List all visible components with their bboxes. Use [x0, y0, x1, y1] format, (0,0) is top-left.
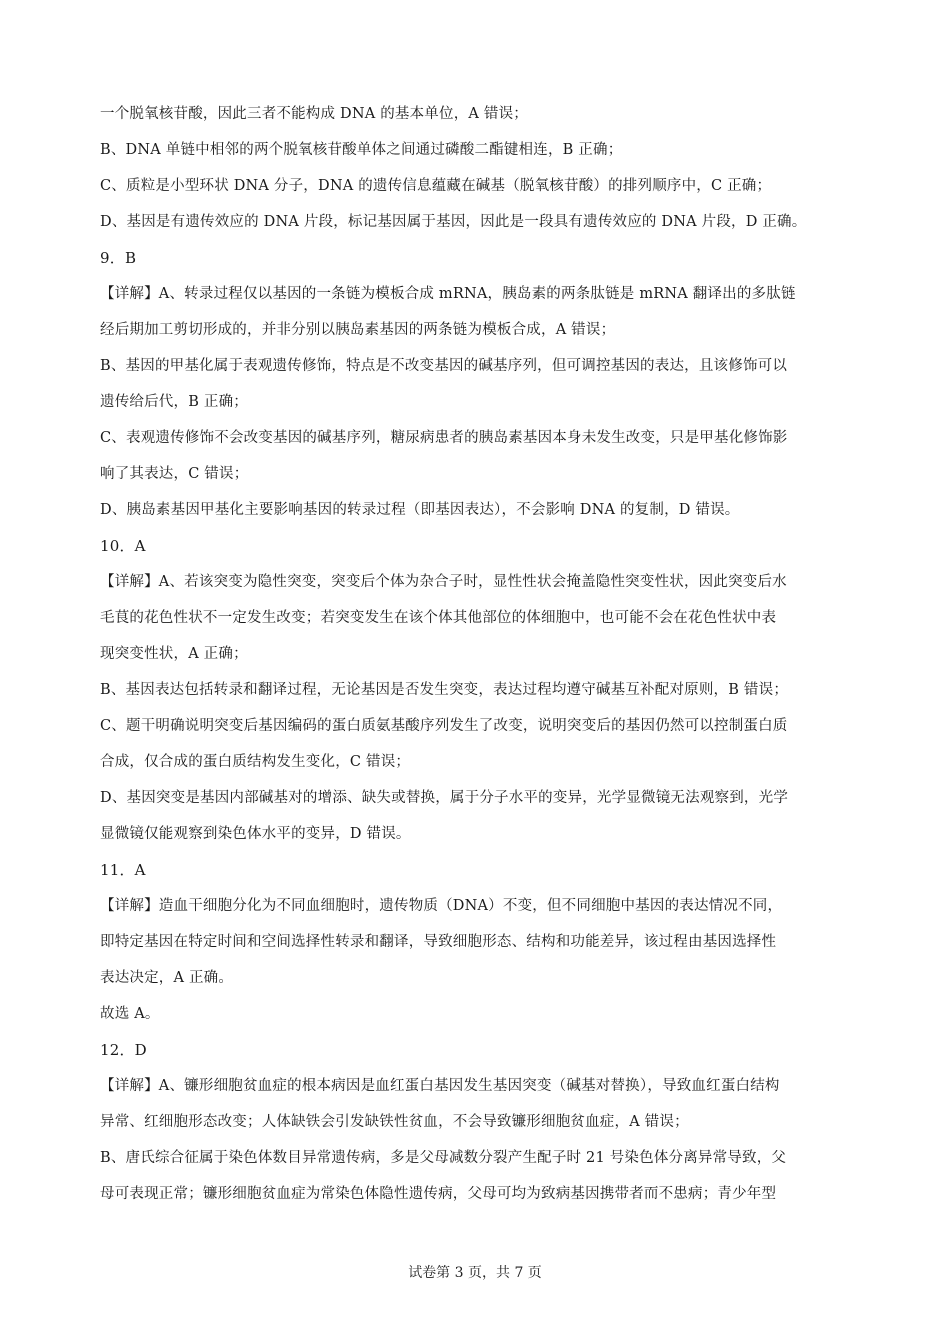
text-line: D、基因是有遗传效应的 DNA 片段，标记基因属于基因，因此是一段具有遗传效应的 DNA 片段，D 正确。 — [100, 214, 807, 230]
text-line: C、表观遗传修饰不会改变基因的碱基序列，糖尿病患者的胰岛素基因本身未发生改变，只是甲基化修饰影 — [100, 430, 788, 446]
text-line: D、基因突变是基因内部碱基对的增添、缺失或替换，属于分子水平的变异，光学显微镜无法观察到，光学 — [100, 790, 789, 806]
text-line: 【详解】A、镰形细胞贫血症的根本病因是血红蛋白基因发生基因突变（碱基对替换），导致血红蛋白结构 — [100, 1078, 780, 1094]
text-line: 故选 A。 — [100, 1006, 160, 1022]
text-line: 即特定基因在特定时间和空间选择性转录和翻译，导致细胞形态、结构和功能差异，该过程由基因选择性 — [100, 934, 777, 950]
text-line: 【详解】造血干细胞分化为不同血细胞时，遗传物质（DNA）不变，但不同细胞中基因的表达情况不同， — [100, 898, 783, 914]
text-line: 表达决定，A 正确。 — [100, 970, 234, 986]
text-line: B、基因表达包括转录和翻译过程，无论基因是否发生突变，表达过程均遵守碱基互补配对原则，B 错误； — [100, 682, 789, 698]
text-line: 显微镜仅能观察到染色体水平的变异，D 错误。 — [100, 826, 411, 842]
page-body — [100, 96, 860, 1212]
text-line: C、质粒是小型环状 DNA 分子，DNA 的遗传信息蕴藏在碱基（脱氧核苷酸）的排列顺序中，C 正确； — [100, 178, 772, 194]
text-line: 经后期加工剪切形成的，并非分别以胰岛素基因的两条链为模板合成，A 错误； — [100, 322, 616, 338]
answer-number: 10．A — [100, 537, 146, 555]
text-line: B、基因的甲基化属于表观遗传修饰，特点是不改变基因的碱基序列，但可调控基因的表达，且该修饰可以 — [100, 358, 788, 374]
answer-number: 11．A — [100, 861, 146, 879]
text-line: 响了其表达，C 错误； — [100, 466, 249, 482]
text-line: 母可表现正常；镰形细胞贫血症为常染色体隐性遗传病，父母可均为致病基因携带者而不患病；青少年型 — [100, 1186, 777, 1202]
text-line: 现突变性状，A 正确； — [100, 646, 248, 662]
text-line: 遗传给后代，B 正确； — [100, 394, 248, 410]
text-line: D、胰岛素基因甲基化主要影响基因的转录过程（即基因表达），不会影响 DNA 的复制，D 错误。 — [100, 502, 740, 518]
text-line: C、题干明确说明突变后基因编码的蛋白质氨基酸序列发生了改变，说明突变后的基因仍然可以控制蛋白质 — [100, 718, 788, 734]
text-line: 毛茛的花色性状不一定发生改变；若突变发生在该个体其他部位的体细胞中，也可能不会在花色性状中表 — [100, 610, 777, 626]
text-line: 异常、红细胞形态改变；人体缺铁会引发缺铁性贫血，不会导致镰形细胞贫血症，A 错误； — [100, 1114, 689, 1130]
text-line: 【详解】A、转录过程仅以基因的一条链为模板合成 mRNA，胰岛素的两条肽链是 mRNA 翻译出的多肽链 — [100, 286, 796, 302]
text-line: B、唐氏综合征属于染色体数目异常遗传病，多是父母减数分裂产生配子时 21 号染色体分离异常导致，父 — [100, 1150, 787, 1166]
text-line: B、DNA 单链中相邻的两个脱氧核苷酸单体之间通过磷酸二酯键相连，B 正确； — [100, 142, 623, 158]
page-footer: 试卷第 3 页，共 7 页 — [408, 1265, 542, 1281]
text-line: 一个脱氧核苷酸，因此三者不能构成 DNA 的基本单位，A 错误； — [100, 106, 528, 122]
text-line: 合成，仅合成的蛋白质结构发生变化，C 错误； — [100, 754, 411, 770]
text-line: 【详解】A、若该突变为隐性突变，突变后个体为杂合子时，显性性状会掩盖隐性突变性状，因此突变后水 — [100, 574, 787, 590]
answer-number: 9．B — [100, 249, 137, 267]
answer-number: 12．D — [100, 1041, 147, 1059]
